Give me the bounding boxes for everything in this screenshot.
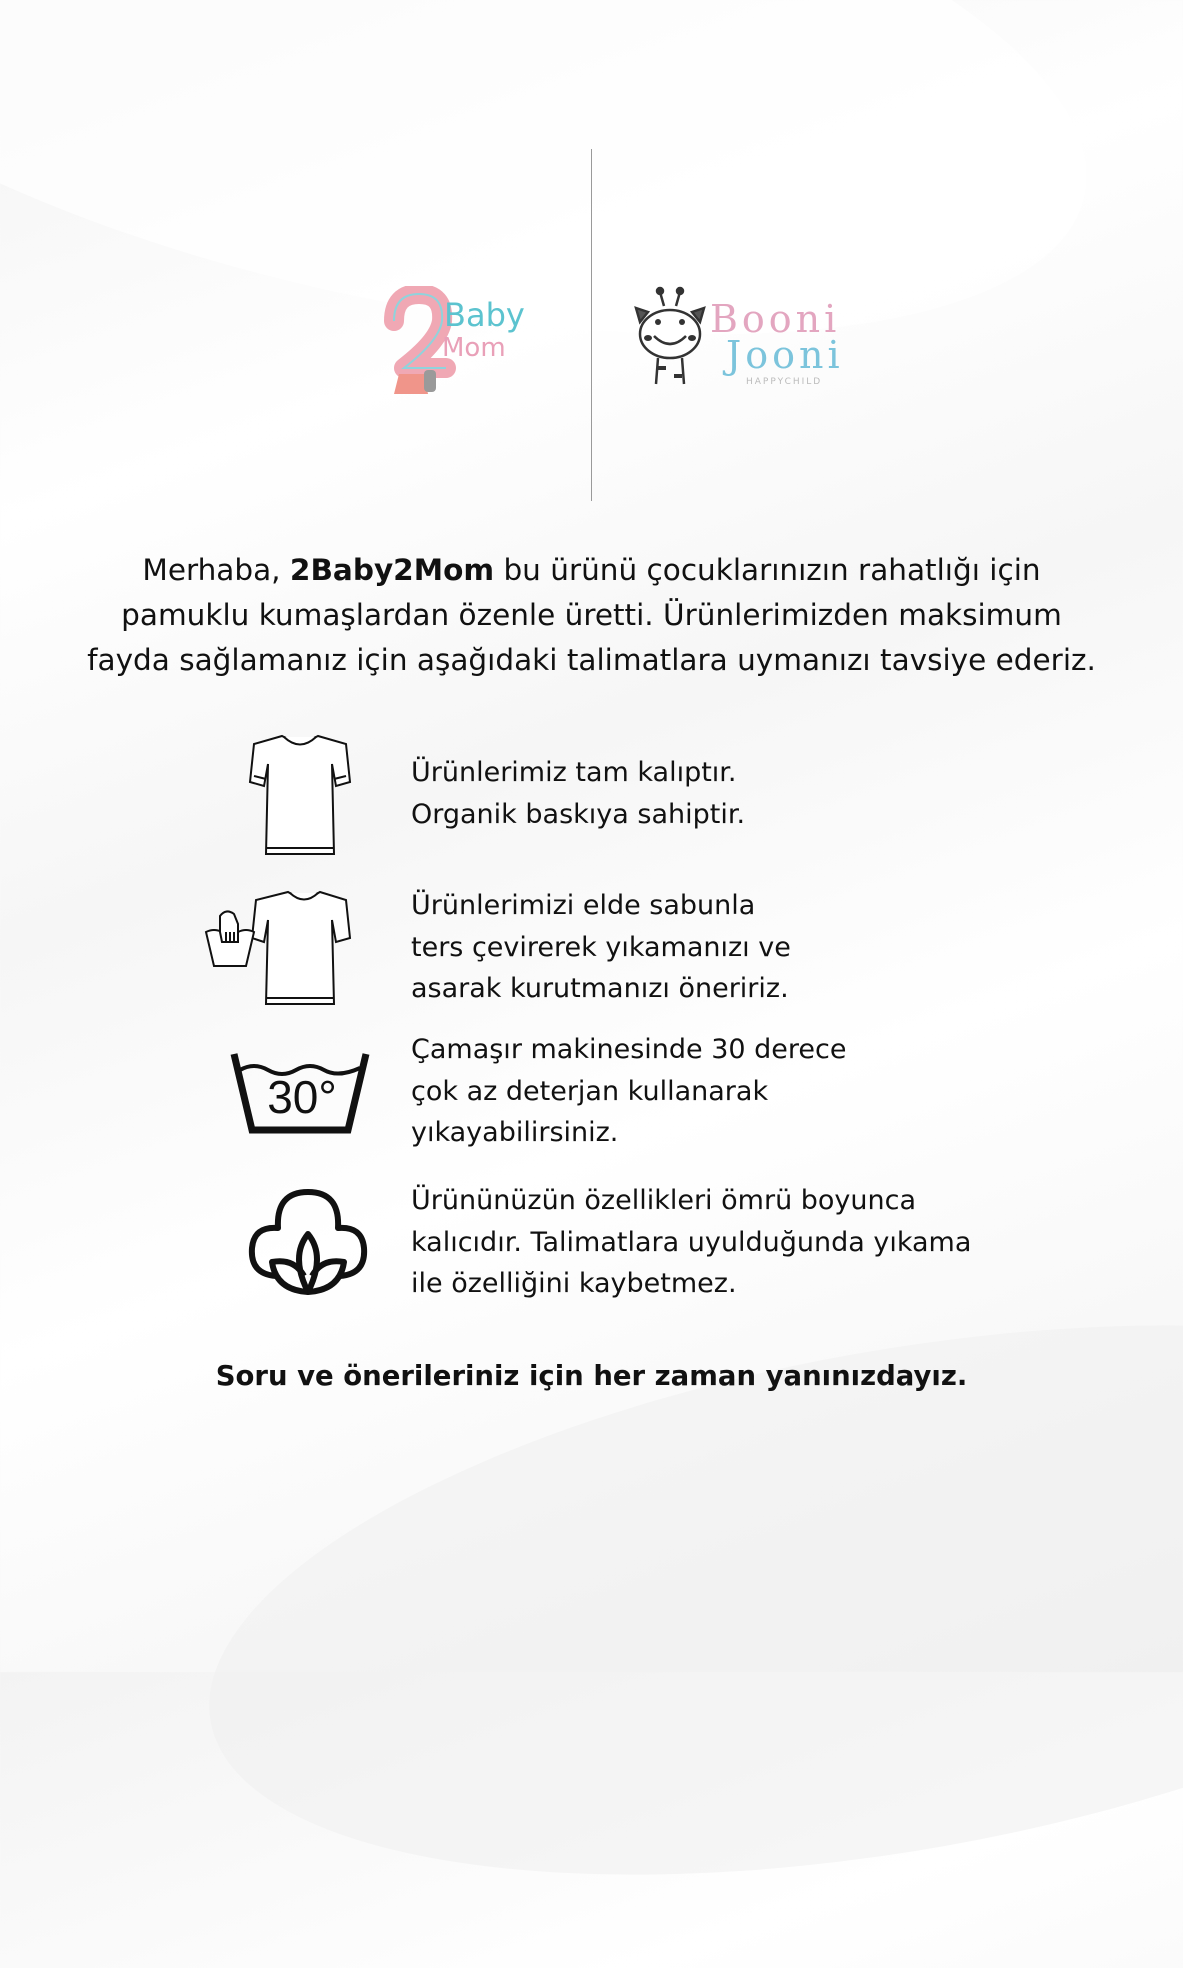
item-4-line: ile özelliğini kaybetmez.: [411, 1268, 737, 1299]
svg-text:Booni: Booni: [710, 297, 841, 341]
svg-text:Jooni: Jooni: [726, 333, 844, 377]
intro-line-2: pamuklu kumaşlardan özenle üretti. Ürünlerimizden maksimum: [121, 598, 1062, 632]
tshirt-icon: [246, 732, 354, 858]
item-4-line: kalıcıdır. Talimatlara uyulduğunda yıkama: [411, 1227, 972, 1258]
logo-divider: [591, 149, 592, 501]
intro-text: Merhaba,: [142, 553, 290, 587]
hand-wash-tshirt-icon: [204, 888, 356, 1008]
cotton-icon: [246, 1186, 370, 1300]
svg-text:Baby: Baby: [444, 296, 525, 334]
item-3-line: Çamaşır makinesinde 30 derece: [411, 1034, 847, 1065]
svg-text:HAPPYCHILD: HAPPYCHILD: [746, 377, 823, 387]
background-swoosh: [167, 1232, 1183, 1968]
intro-line-3: fayda sağlamanız için aşağıdaki talimatlara uymanızı tavsiye ederiz.: [87, 643, 1096, 677]
background-swoosh: [0, 0, 1137, 440]
item-3-line: yıkayabilirsiniz.: [411, 1117, 619, 1148]
svg-text:Mom: Mom: [442, 333, 506, 363]
item-2-line: asarak kurutmanızı öneririz.: [411, 973, 789, 1004]
item-1-line: Ürünlerimiz tam kalıptır.: [411, 757, 737, 788]
item-1-line: Organik baskıya sahiptir.: [411, 799, 746, 830]
logo-2baby2mom: [384, 286, 534, 396]
item-2-line: ters çevirerek yıkamanızı ve: [411, 932, 791, 963]
wash-temperature-label: 30°: [267, 1071, 337, 1123]
wash-30-icon: [230, 1050, 370, 1134]
brand-name: 2Baby2Mom: [289, 553, 495, 587]
item-4-line: Ürününüzün özellikleri ömrü boyunca: [411, 1185, 917, 1216]
intro-line-1: [0, 553, 1183, 587]
item-2-line: Ürünlerimizi elde sabunla: [411, 890, 756, 921]
intro-text: bu ürünü çocuklarınızın rahatlığı için: [494, 553, 1041, 587]
logo-booni-jooni: [634, 286, 849, 390]
closing-message: Soru ve önerileriniz için her zaman yanınızdayız.: [215, 1360, 968, 1392]
item-3-line: çok az deterjan kullanarak: [411, 1076, 769, 1107]
